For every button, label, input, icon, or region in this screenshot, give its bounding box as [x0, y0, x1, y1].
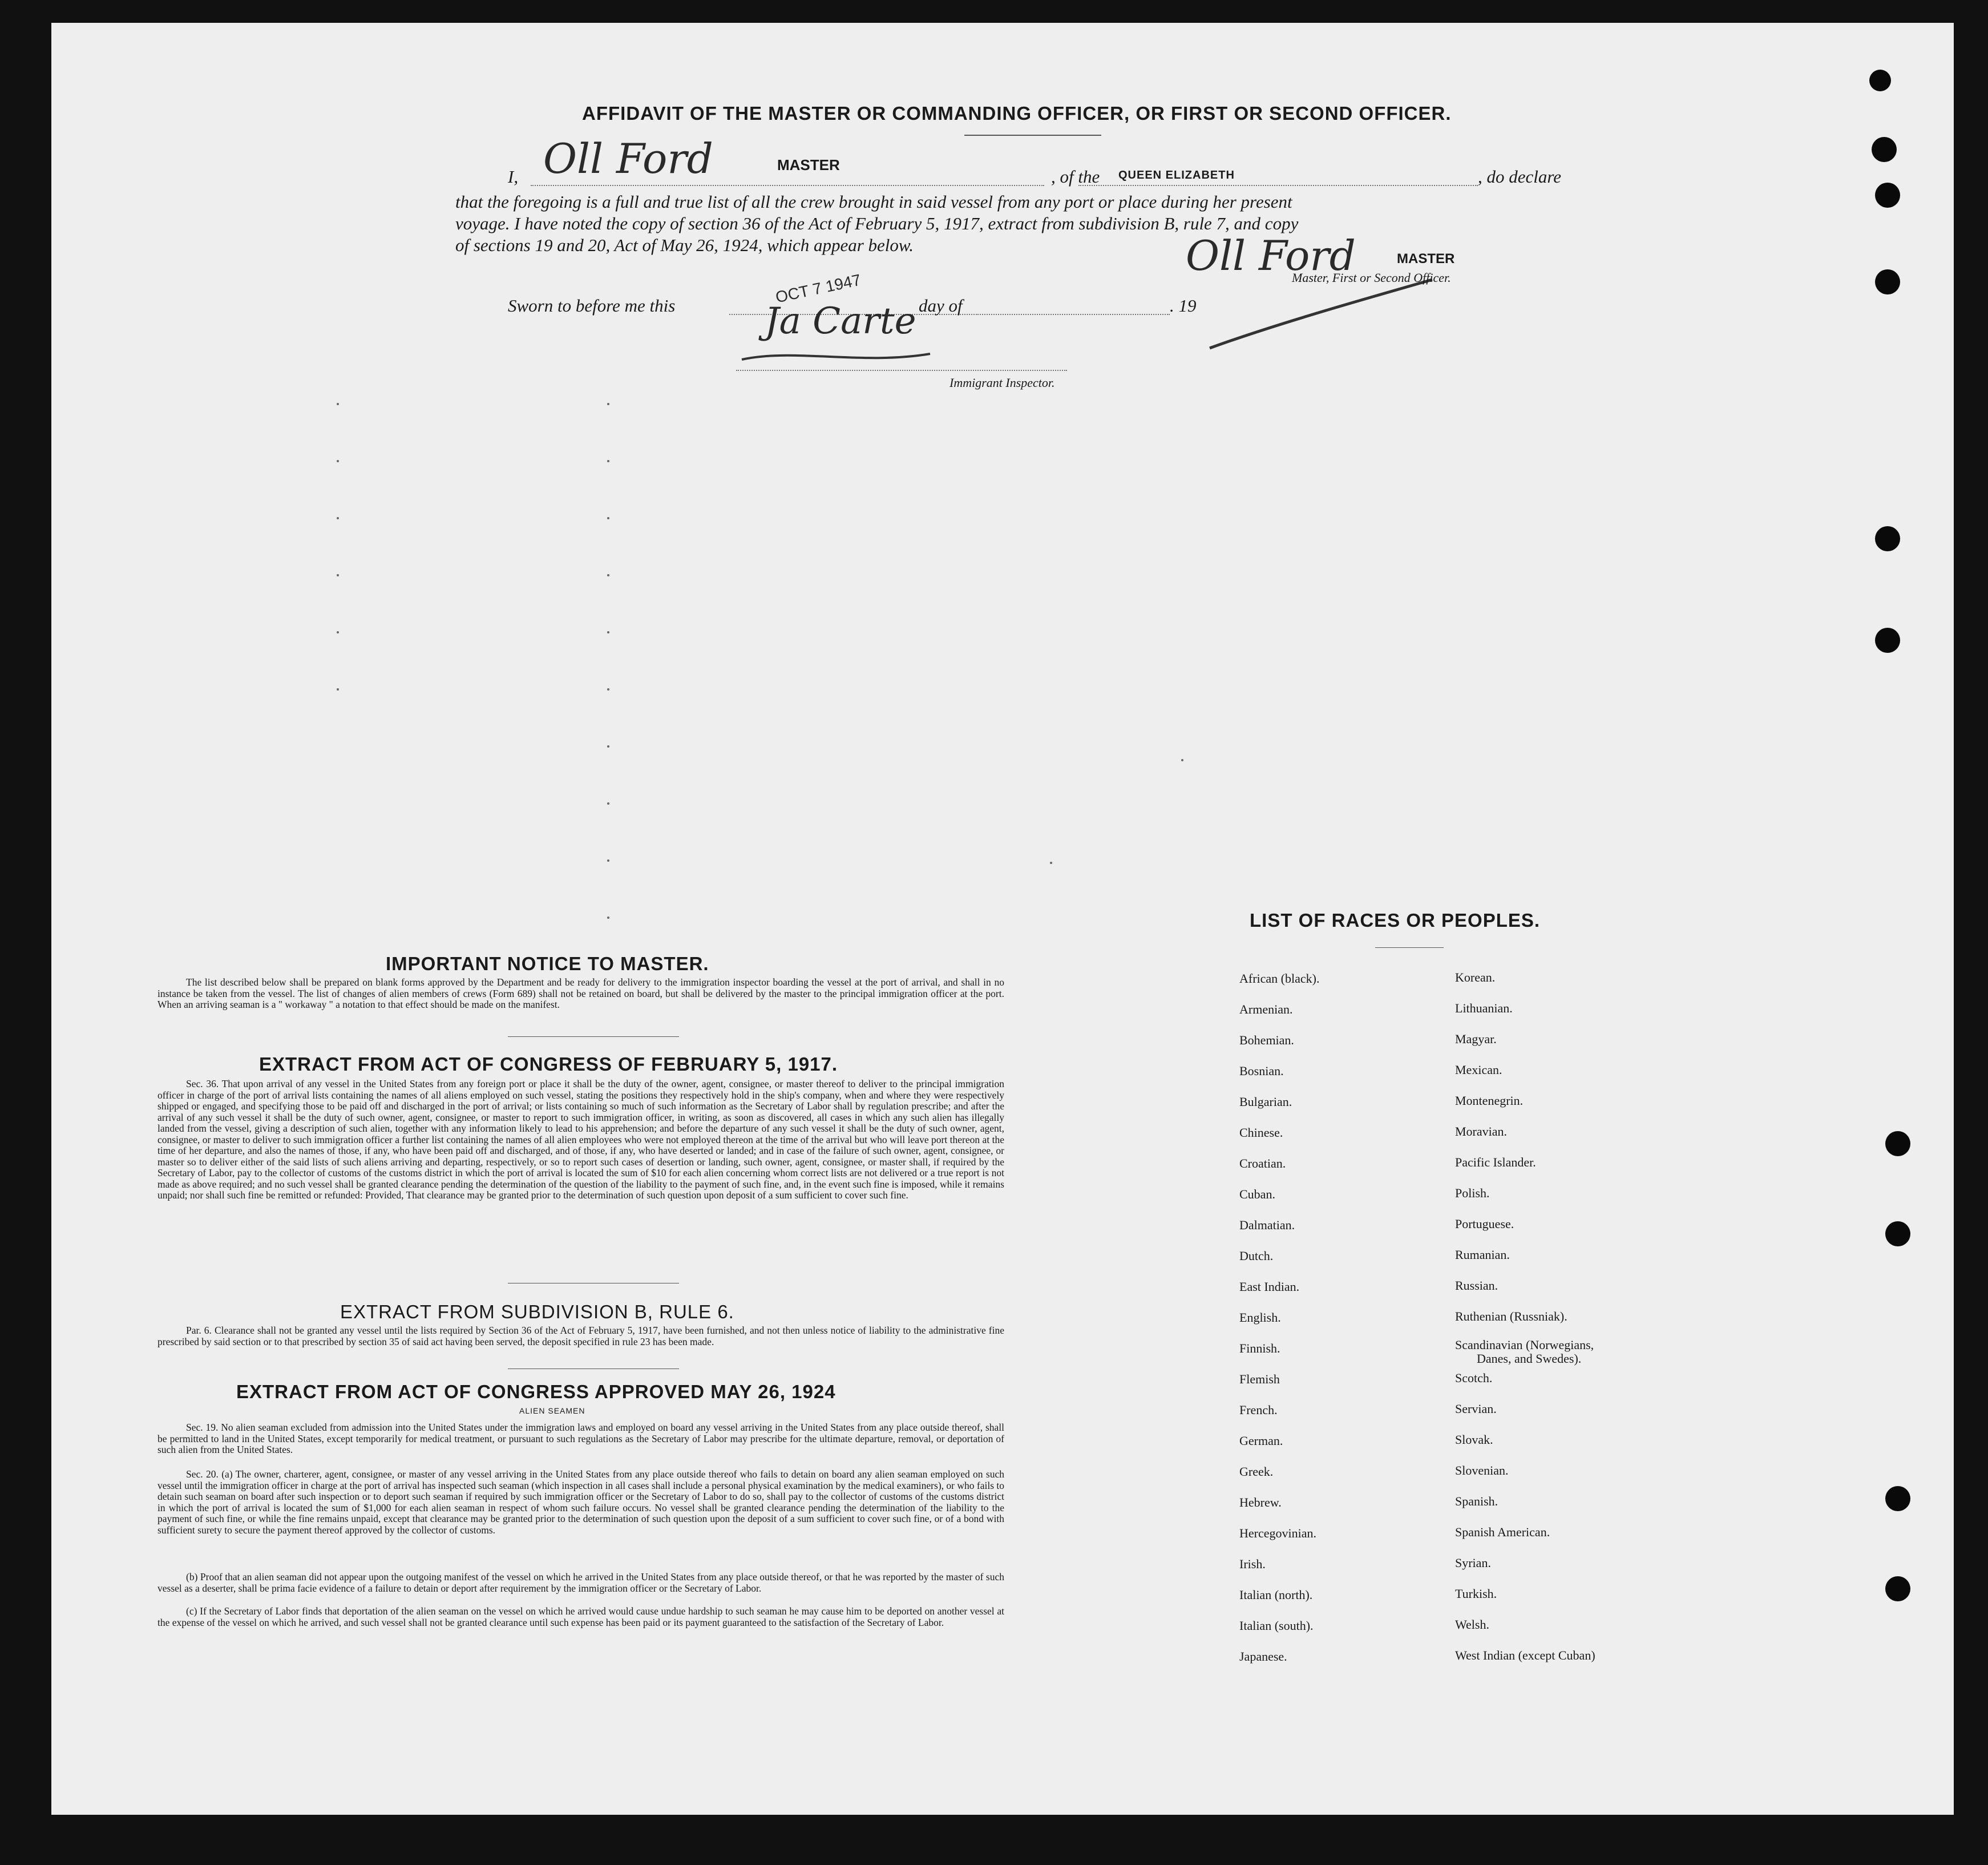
race-item: Rumanian. [1455, 1248, 1510, 1262]
column-tick [1050, 862, 1052, 864]
extract-1924-sec20a: Sec. 20. (a) The owner, charterer, agent, consignee, or master of any vessel arriving in the United States from any place outside thereof who fails to detain on board any alien seaman employed on such vessel until the immigration officer in charge at the port of arrival has inspected such seaman (which inspection in all cases shall include a personal physical examination by the medical examiners), or who fails to detain such seaman on board after such inspection or to deport such seaman if required by such immigration officer or the Secretary of Labor to do so, shall pay to the collector of customs of the customs district in which the port of arrival is located the sum of $1,000 for each alien seaman in respect of whom such failure occurs. No vessel shall be granted clearance pending the determination of the liability to the payment of such fine, or while the fine remains unpaid, except that clearance may be granted prior to the determination of such question upon the deposit of a sum sufficient to cover such fine, or of a bond with sufficient surety to secure the payment thereof approved by the collector of customs. [157, 1468, 1004, 1536]
affidavit-line-4: of sections 19 and 20, Act of May 26, 1924, which appear below. [455, 235, 914, 255]
race-item: Lithuanian. [1455, 1001, 1513, 1015]
vessel-line [1078, 185, 1478, 186]
race-item: Flemish [1239, 1372, 1280, 1386]
punch-hole [1869, 70, 1891, 91]
column-tick [607, 517, 609, 519]
inspector-flourish [736, 342, 942, 371]
rank-label: MASTER [777, 156, 840, 173]
column-tick [337, 517, 339, 519]
race-item: East Indian. [1239, 1279, 1300, 1294]
notice-text: The list described below shall be prepared on blank forms approved by the Department and be ready for delivery to the immigration inspector boarding the vessel at the port of arrival, and shall in no instance be taken from the vessel. The list of changes of alien members of crews (Form 689) shall not be retained on board, but shall be delivered by the master to the principal immigration officer at the port. When an arriving seaman is a " workaway " a notation to that effect should be made on the manifest. [157, 976, 1004, 1010]
extract-1924-sec20c: (c) If the Secretary of Labor finds that deportation of the alien seaman on the vessel on which he arrived would cause undue hardship to such seaman he may cause him to be deported on another vessel at the expense of the vessel on which he arrived, and such vessel shall not be granted clearance until such expense has been paid or its payment guaranteed to the satisfaction of the Secretary of Labor. [157, 1605, 1004, 1628]
race-item: Pacific Islander. [1455, 1155, 1536, 1169]
race-item: Korean. [1455, 970, 1496, 984]
extract-rule6-text: Par. 6. Clearance shall not be granted any vessel until the lists required by Section 36 of the Act of February 5, 1917, have been furnished, and not then unless notice of liability to the administrative fine prescribed by said section or to that prescribed by section 35 of said act having been served, the deposit specified in rule 23 has been made. [157, 1325, 1004, 1347]
column-tick [1181, 759, 1183, 761]
race-item: Russian. [1455, 1278, 1498, 1293]
race-item: Turkish. [1455, 1587, 1497, 1601]
document-page [51, 23, 1954, 1815]
race-item: Hebrew. [1239, 1495, 1282, 1509]
race-item: Greek. [1239, 1464, 1274, 1479]
race-item: Moravian. [1455, 1124, 1508, 1139]
inspector-line [736, 370, 1067, 371]
month-line [976, 314, 1170, 315]
race-item: Finnish. [1239, 1341, 1280, 1355]
sworn-prefix: Sworn to before me this [508, 296, 676, 316]
punch-hole [1872, 137, 1897, 162]
extract-1924-sec20b: (b) Proof that an alien seaman did not appear upon the outgoing manifest of the vessel on which he arrived in the United States from any place outside thereof, or that he was reported by the master of such vessel as a deserter, shall be prima facie evidence of a failure to detain or deport after requirement by the immigration officer or the Secretary of Labor. [157, 1571, 1004, 1594]
column-tick [607, 631, 609, 633]
column-tick [607, 403, 609, 405]
race-item: Mexican. [1455, 1063, 1502, 1077]
punch-hole [1885, 1486, 1910, 1511]
extract-rule6-title: EXTRACT FROM SUBDIVISION B, RULE 6. [340, 1301, 734, 1322]
divider [508, 1036, 679, 1037]
day-of-label: day of [919, 296, 963, 316]
race-item: Italian (south). [1239, 1618, 1314, 1633]
divider [1375, 947, 1444, 948]
column-tick [337, 460, 339, 462]
column-tick [607, 802, 609, 805]
race-item: Hercegovinian. [1239, 1526, 1316, 1540]
officer-rank: MASTER [1397, 251, 1455, 267]
affidavit-i: I, [508, 167, 519, 187]
race-item: Spanish. [1455, 1494, 1498, 1508]
punch-hole [1875, 628, 1900, 653]
inspector-signature: Ja Carte [765, 300, 916, 342]
race-item: Irish. [1239, 1557, 1266, 1571]
notice-title: IMPORTANT NOTICE TO MASTER. [386, 953, 709, 974]
race-item: Italian (north). [1239, 1588, 1313, 1602]
column-tick [607, 917, 609, 919]
column-tick [337, 403, 339, 405]
do-declare-label: , do declare [1478, 167, 1562, 187]
race-item: Danes, and Swedes). [1477, 1351, 1582, 1366]
column-tick [607, 745, 609, 748]
punch-hole [1885, 1221, 1910, 1246]
affidavit-line-3: voyage. I have noted the copy of section 36 of the Act of February 5, 1917, extract from subdivision B, rule 7, and copy [455, 213, 1299, 233]
column-tick [607, 574, 609, 576]
column-tick [337, 574, 339, 576]
race-item: French. [1239, 1403, 1278, 1417]
race-item: Servian. [1455, 1402, 1497, 1416]
race-item: Ruthenian (Russniak). [1455, 1309, 1567, 1323]
race-item: Welsh. [1455, 1617, 1489, 1632]
column-tick [607, 688, 609, 691]
year-prefix: . 19 [1170, 296, 1197, 316]
race-item: Cuban. [1239, 1187, 1275, 1201]
race-item: Portuguese. [1455, 1217, 1514, 1231]
race-item: Scandinavian (Norwegians, [1455, 1338, 1594, 1352]
extract-1917-text: Sec. 36. That upon arrival of any vessel in the United States from any foreign port or place it shall be the duty of the owner, agent, consignee, or master thereof to deliver to the principal immigration officer in charge of the port of arrival lists containing the names of all aliens employed on such vessel, stating the positions they respectively hold in the ship's company, when and where they were respectively shipped or engaged, and specifying those to be paid off and discharged in the port of arrival; or lists containing so much of such information as the Secretary of Labor shall by regulation prescribe; and after the arrival of any such vessel it shall be the duty of such owner, agent, consignee, or master to report to such immigration officer, in writing, as soon as discovered, all cases in which any such alien has illegally landed from the vessel, giving a description of such alien, together with any information likely to lead to his apprehension; and before the departure of any such vessel it shall be the duty of such owner, agent, consignee, or master to deliver to such immigration officer a further list containing the names of all alien employees who were not employed thereon at the time of the arrival but who will leave port thereon at the time of her departure, and also the names of those, if any, who have been paid off and discharged, and of those, if any, who have deserted or landed; and in case of the failure of such owner, agent, consignee, or master so to deliver either of the said lists of such aliens arriving and departing, respectively, or so to report such cases of desertion or landing, such owner, agent, consignee, or master shall, if required by the Secretary of Labor, pay to the collector of customs of the customs district in which the port of arrival is located the sum of $10 for each alien concerning whom correct lists are not delivered or a true report is not made as above required; and no such vessel shall be granted clearance pending the determination of the question of the liability to the payment of such fine, and, in the event such fine is imposed, while it remains unpaid; nor shall such fine be remitted or refunded: Provided, That clearance may be granted prior to the determination of such question upon deposit of a sum sufficient to cover such fine. [157, 1078, 1004, 1201]
column-tick [607, 859, 609, 862]
name-line [531, 185, 1044, 186]
column-tick [607, 460, 609, 462]
officer-signature: Oll Ford [1186, 232, 1356, 280]
races-title: LIST OF RACES OR PEOPLES. [1250, 910, 1541, 931]
race-item: Scotch. [1455, 1371, 1493, 1385]
column-tick [337, 631, 339, 633]
race-item: African (black). [1239, 971, 1320, 986]
race-item: Armenian. [1239, 1002, 1293, 1016]
race-item: English. [1239, 1310, 1281, 1325]
race-item: Dutch. [1239, 1249, 1274, 1263]
race-item: Slovak. [1455, 1432, 1493, 1447]
date-stamp: OCT 7 1947 [774, 271, 863, 306]
of-the-label: , of the [1051, 167, 1100, 187]
divider [964, 135, 1101, 136]
race-item: German. [1239, 1434, 1283, 1448]
signature-flourish [1204, 274, 1444, 354]
punch-hole [1885, 1576, 1910, 1601]
race-item: Japanese. [1239, 1649, 1287, 1664]
affidavit-line-2: that the foregoing is a full and true list of all the crew brought in said vessel from any port or place during her present [455, 192, 1292, 212]
extract-1924-subtitle: ALIEN SEAMEN [519, 1406, 585, 1415]
race-item: Montenegrin. [1455, 1093, 1524, 1108]
punch-hole [1875, 269, 1900, 294]
race-item: Polish. [1455, 1186, 1490, 1200]
extract-1924-title: EXTRACT FROM ACT OF CONGRESS APPROVED MAY 26, 1924 [236, 1381, 836, 1402]
punch-hole [1875, 183, 1900, 208]
extract-1917-title: EXTRACT FROM ACT OF CONGRESS OF FEBRUARY 5, 1917. [259, 1053, 838, 1075]
race-item: West Indian (except Cuban) [1455, 1648, 1595, 1662]
race-item: Croatian. [1239, 1156, 1286, 1170]
vessel-name: QUEEN ELIZABETH [1118, 169, 1235, 181]
affidavit-title: AFFIDAVIT OF THE MASTER OR COMMANDING OFFICER, OR FIRST OR SECOND OFFICER. [582, 103, 1452, 124]
extract-1924-sec19: Sec. 19. No alien seaman excluded from admission into the United States under the immigration laws and employed on board any vessel arriving in the United States from any place outside thereof, shall be permitted to land in the United States, except temporarily for medical treatment, or pursuant to such regulations as the Secretary of Labor may prescribe for the ultimate departure, removal, or deportation of such alien from the United States. [157, 1422, 1004, 1455]
punch-hole [1885, 1131, 1910, 1156]
race-item: Syrian. [1455, 1556, 1491, 1570]
race-item: Bulgarian. [1239, 1095, 1292, 1109]
race-item: Bohemian. [1239, 1033, 1294, 1047]
signer-signature: Oll Ford [543, 135, 713, 183]
race-item: Magyar. [1455, 1032, 1497, 1046]
race-item: Dalmatian. [1239, 1218, 1295, 1232]
punch-hole [1875, 526, 1900, 551]
inspector-caption: Immigrant Inspector. [949, 376, 1055, 390]
race-item: Slovenian. [1455, 1463, 1509, 1478]
column-tick [337, 688, 339, 691]
race-item: Spanish American. [1455, 1525, 1550, 1539]
officer-caption: Master, First or Second Officer. [1292, 271, 1451, 285]
race-item: Chinese. [1239, 1125, 1283, 1140]
race-item: Bosnian. [1239, 1064, 1284, 1078]
